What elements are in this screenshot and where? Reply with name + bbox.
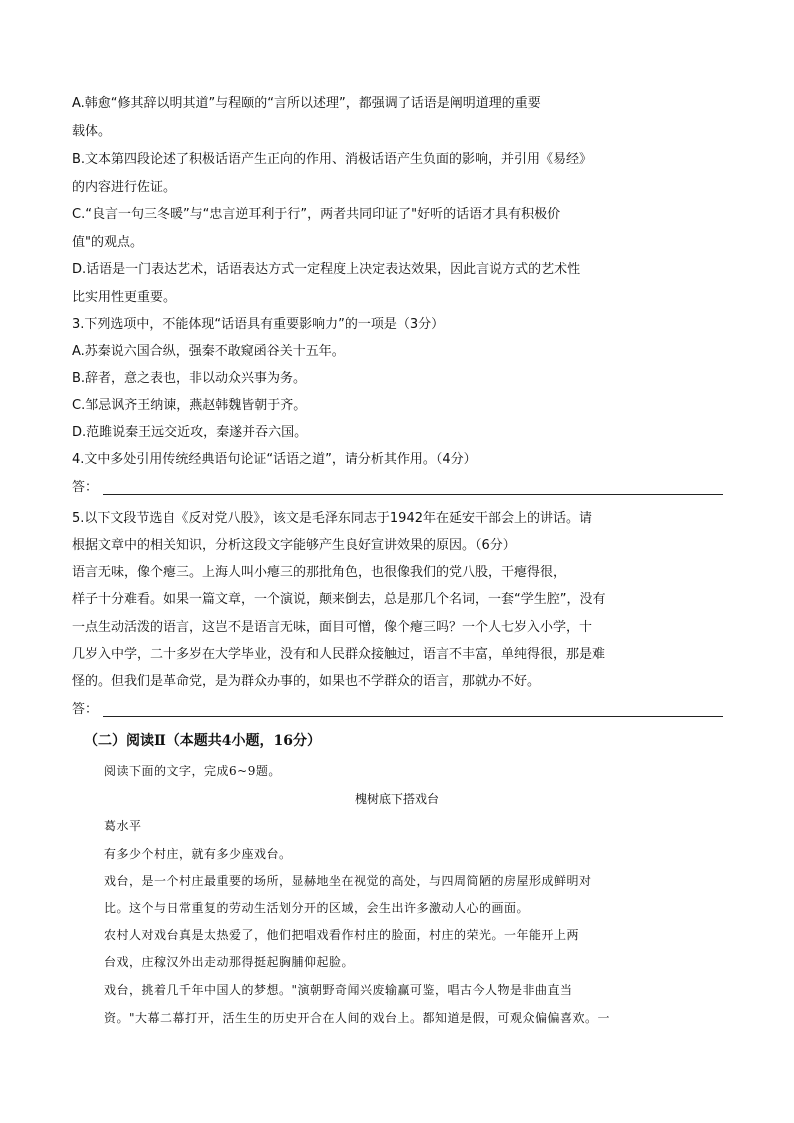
section2-instruction: 阅读下面的文字，完成6~9题。 [104,764,281,778]
passage-line6: 戏台，挑着几千年中国人的梦想。"演朝野奇闻兴废输赢可鉴，唱古今人物是非曲直当 [104,983,573,997]
q3-stem: 3.下列选项中，不能体现“话语具有重要影响力”的一项是（3分） [72,317,445,332]
passage-line3: 比。这个与日常重复的劳动生活划分开的区域，会生出许多激动人心的画面。 [104,901,530,915]
passage-line5: 台戏，庄稼汉外出走动那得挺起胸脯仰起脸。 [104,955,355,969]
q5-answer-field[interactable] [103,716,723,717]
passage-line2: 戏台，是一个村庄最重要的场所，显赫地坐在视觉的高处，与四周简陋的房屋形成鲜明对 [104,874,592,888]
q5-quote-line2: 样子十分难看。如果一篇文章，一个演说，颠来倒去，总是那几个名词，一套“学生腔”，没有 [72,592,606,607]
q3-option-a: A.苏秦说六国合纵，强秦不敢窥函谷关十五年。 [72,344,345,359]
q5-answer-label: 答： [72,702,99,717]
option-a-line2: 载体。 [72,124,112,139]
q4-stem: 4.文中多处引用传统经典语句论证“话语之道”，请分析其作用。（4分） [72,452,477,467]
passage-line7: 资。"大幕二幕打开，活生生的历史开合在人间的戏台上。都知道是假，可观众偏偏喜欢。一 [104,1011,611,1025]
option-c-line2: 值"的观点。 [72,235,143,250]
q4-answer-label: 答： [72,480,99,495]
passage-line1: 有多少个村庄，就有多少座戏台。 [104,847,292,861]
section2-heading: （二）阅读Ⅱ（本题共4小题，16分） [84,733,322,749]
passage-line4: 农村人对戏台真是太热爱了，他们把唱戏看作村庄的脸面，村庄的荣光。一年能开上两 [104,928,580,942]
q4-answer-field[interactable] [103,494,723,495]
q5-quote-line1: 语言无味，像个瘪三。上海人叫小瘪三的那批角色，也很像我们的党八股，干瘪得很， [72,565,567,580]
q5-quote-line5: 怪的。但我们是革命党，是为群众办事的，如果也不学群众的语言，那就办不好。 [72,674,541,689]
q3-option-c: C.邹忌讽齐王纳谏，燕赵韩魏皆朝于齐。 [72,398,307,413]
option-d-line1: D.话语是一门表达艺术，话语表达方式一定程度上决定表达效果，因此言说方式的艺术性 [72,262,581,277]
q5-stem-line2: 根据文章中的相关知识，分析这段文字能够产生良好宣讲效果的原因。（6分） [72,538,516,553]
option-b-line2: 的内容进行佐证。 [72,180,177,195]
q5-quote-line3: 一点生动活泼的语言，这岂不是语言无味，面目可憎，像个瘪三吗？一个人七岁入小学，十 [72,620,593,635]
q3-option-d: D.范雎说秦王远交近攻，秦遂并吞六国。 [72,425,308,440]
option-a-line1: A.韩愈“修其辞以明其道”与程颐的“言所以述理”，都强调了话语是阐明道理的重要 [72,96,541,111]
q3-option-b: B.辞者，意之表也，非以动众兴事为务。 [72,371,307,386]
q5-stem-line1: 5.以下文段节选自《反对党八股》，该文是毛泽东同志于1942年在延安干部会上的讲话。请 [72,511,592,526]
option-d-line2: 比实用性更重要。 [72,290,177,305]
q5-quote-line4: 几岁入中学，二十多岁在大学毕业，没有和人民群众接触过，语言不丰富，单纯得很，那是难 [72,647,606,662]
option-c-line1: C.“良言一句三冬暖”与“忠言逆耳利于行”，两者共同印证了"好听的话语才具有积极价 [72,207,561,222]
passage-author: 葛水平 [104,819,142,833]
passage-title: 槐树底下搭戏台 [354,792,439,806]
option-b-line1: B.文本第四段论述了积极话语产生正向的作用、消极话语产生负面的影响，并引用《易经》 [72,152,593,167]
